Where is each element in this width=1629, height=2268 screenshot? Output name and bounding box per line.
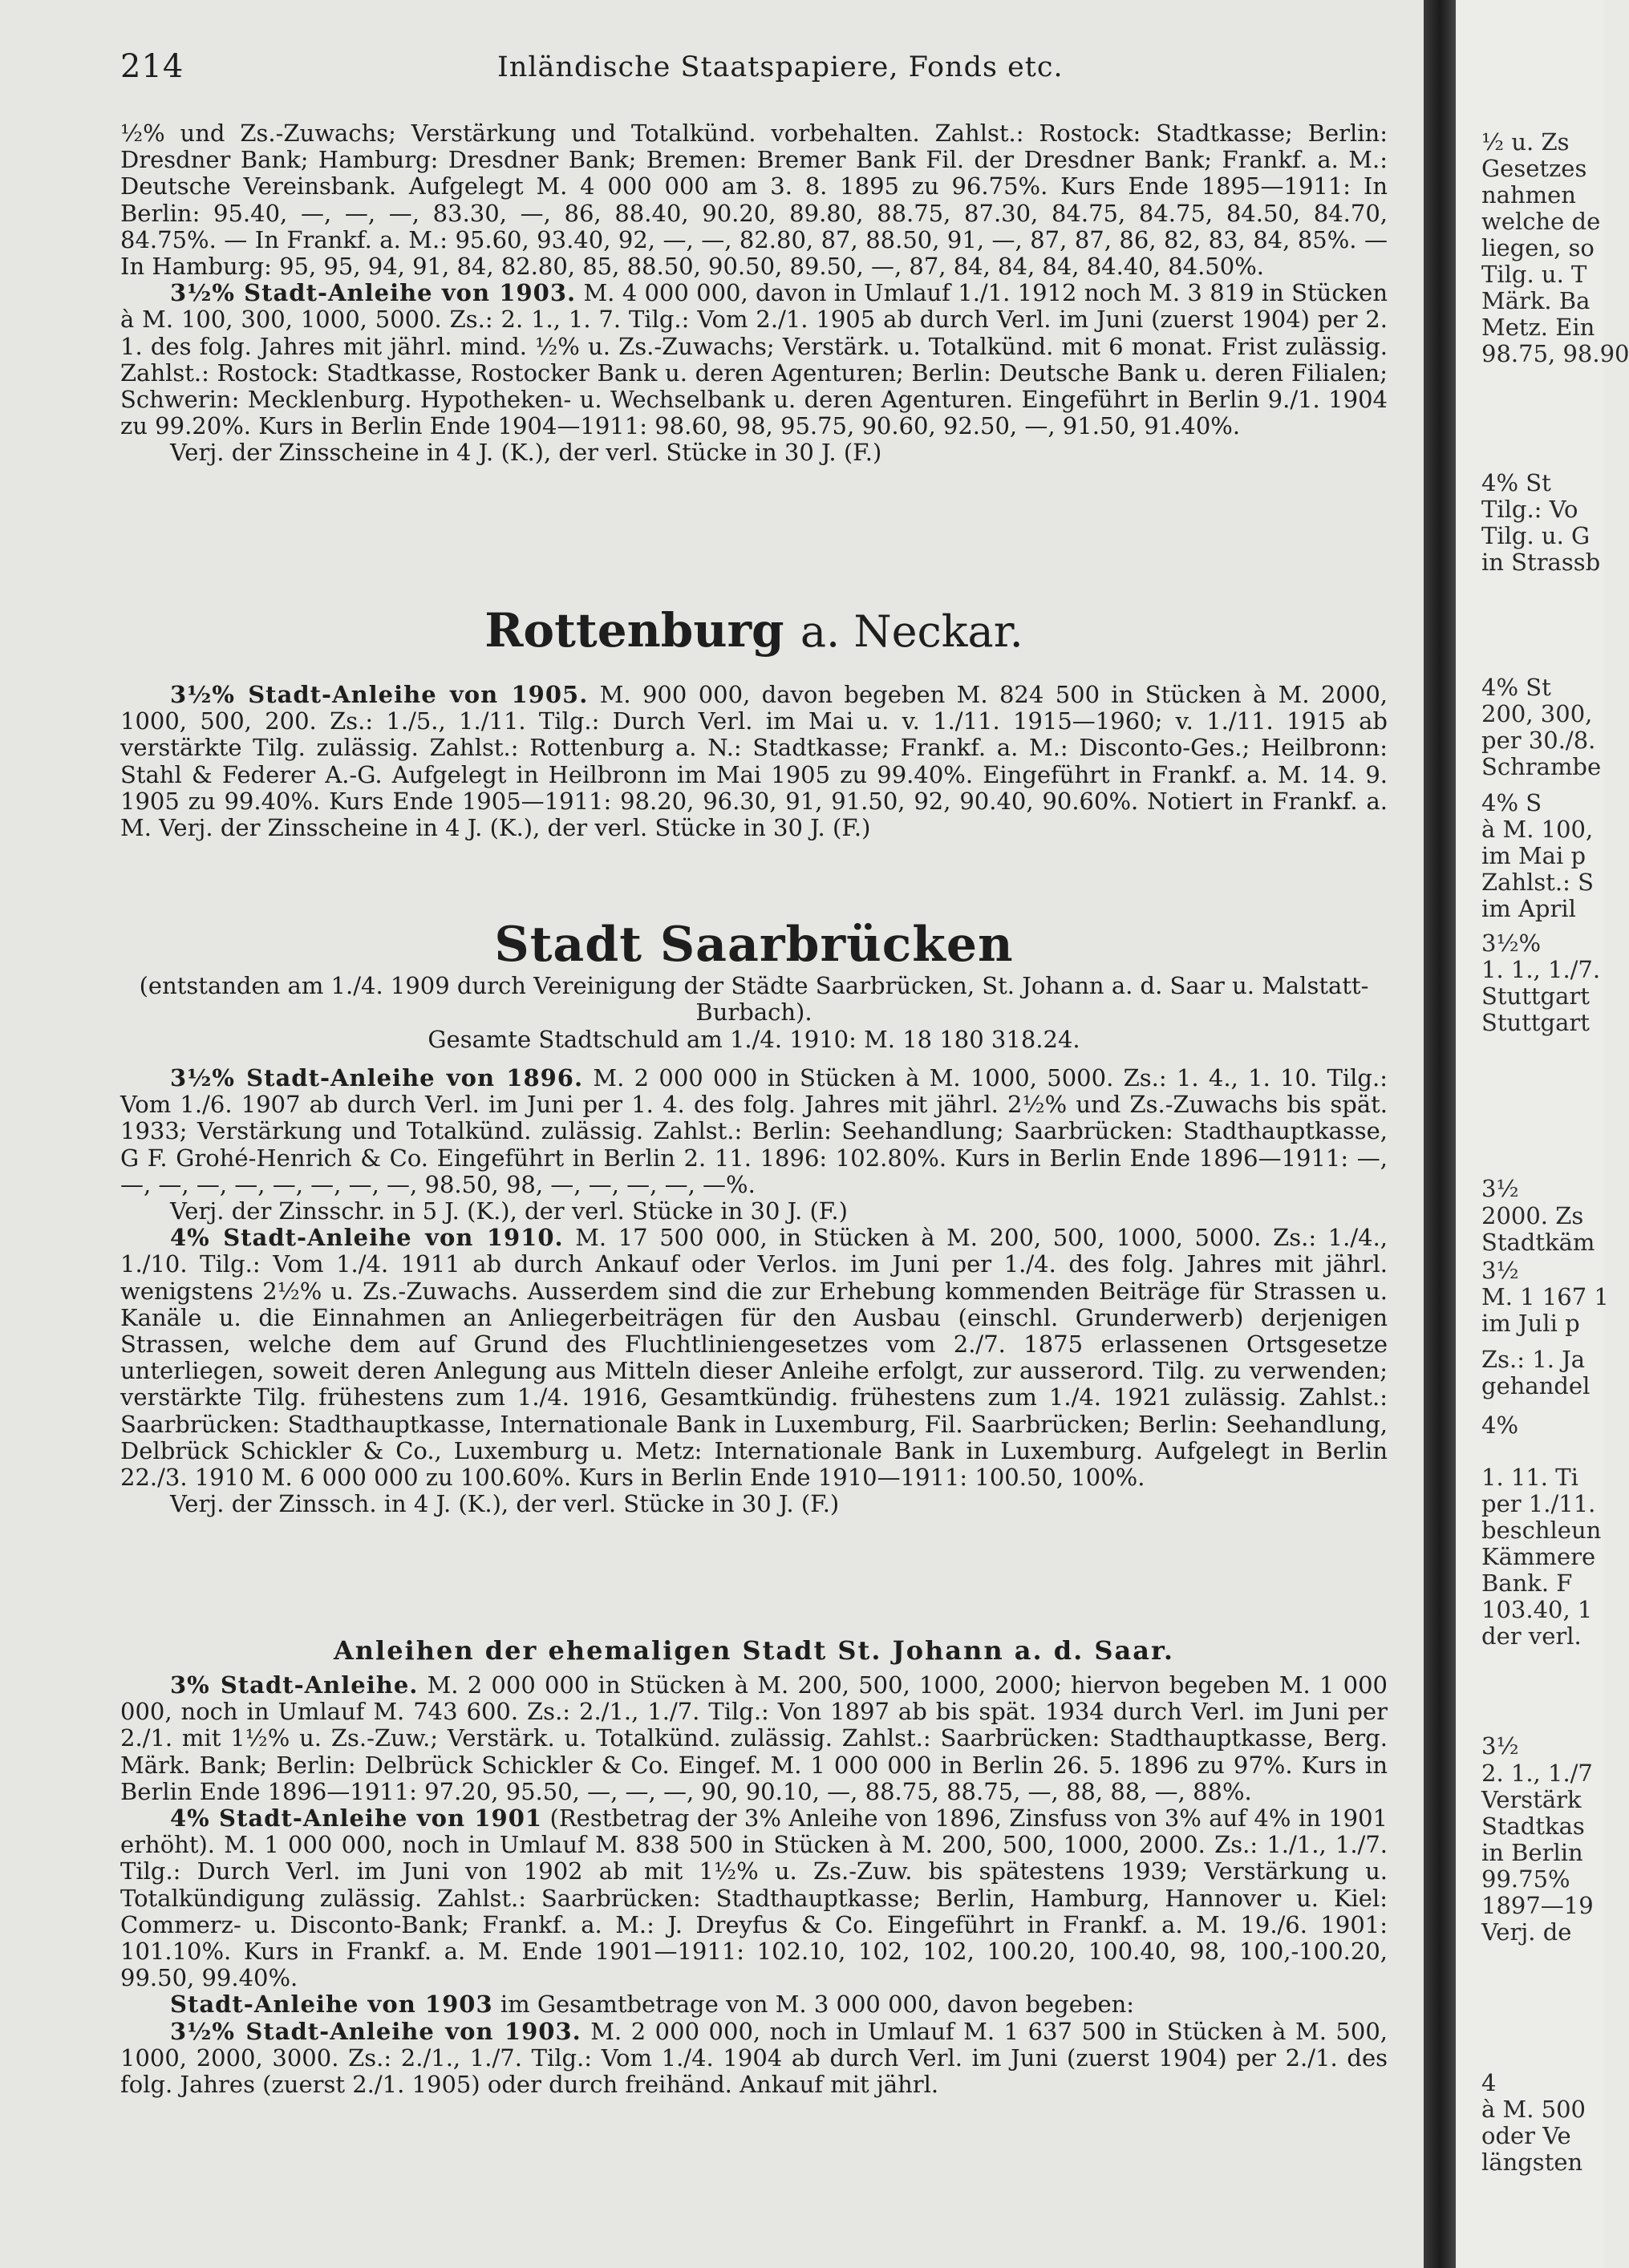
adjacent-page-edge (1456, 0, 1629, 2268)
paragraph: ½% und Zs.-Zuwachs; Verstärkung und Totalkünd. vorbehalten. Zahlst.: Rostock: Stadtkasse; Berlin: Dresdner Bank; Hamburg: Dresdner Bank; Bremen: Bremer Bank Fil. der Dresdner Bank; Frankf. a. M.: Deutsche Vereinsbank. Aufgelegt M. 4 000 000 am 3. 8. 1895 zu 96.75%. Kurs Ende 1895—1911: In Berlin: 95.40, —, —, —, 83.30, —, 86, 88.40, 90.20, 89.80, 88.75, 87.30, 84.75, 84.75, 84.50, 84.70, 84.75%. — In Frankf. a. M.: 95.60, 93.40, 92, —, —, 82.80, 87, 88.50, 91, —, 87, 87, 86, 82, 83, 84, 85%. — In Hamburg: 95, 95, 94, 91, 84, 82.80, 85, 88.50, 90.50, 89.50, —, 87, 84, 84, 84, 84.40, 84.50%. (120, 119, 1388, 281)
adjacent-page-fragment: 2000. Zs (1481, 1202, 1584, 1229)
adjacent-page-fragment: 4% (1481, 1411, 1519, 1439)
adjacent-page-fragment: 1. 1., 1./7. (1481, 956, 1601, 983)
adjacent-page-fragment: Bank. F (1481, 1569, 1573, 1597)
loan-text: M. 2 000 000 in Stücken à M. 1000, 5000. Zs.: 1. 4., 1. 10. Tilg.: Vom 1./6. 1907 ab durch Verl. im Juni per 1. 4. des folg. Jahres mit jährl. 2½% und Zs.-Zuwachs bis spät. 1933; Verstärkung und Totalkünd. zulässig. Zahlst.: Berlin: Seehandlung; Saarbrücken: Stadthauptkasse, G F. Grohé-Henrich & Co. Eingeführt in Berlin 2. 11. 1896: 102.80%. Kurs in Berlin Ende 1896—1911: —, —, —, —, —, —, —, —, —, 98.50, 98, —, —, —, —, —%. (120, 1064, 1388, 1198)
adjacent-page-fragment: 4% S (1481, 789, 1542, 816)
loan-text: M. 2 000 000 in Stücken à M. 200, 500, 1000, 2000; hiervon begeben M. 1 000 000, noch in Umlauf M. 743 600. Zs.: 2./1., 1./7. Tilg.: Von 1897 ab bis spät. 1934 durch Verl. im Juni per 2./1. mit 1½% u. Zs.-Zuw.; Verstärk. u. Totalkünd. zulässig. Zahlst.: Saarbrücken: Stadthauptkasse, Berg. Märk. Bank; Berlin: Delbrück Schickler & Co. Eingef. M. 1 000 000 in Berlin 26. 5. 1896 zu 97%. Kurs in Berlin Ende 1896—1911: 97.20, 95.50, —, —, —, 90, 90.10, —, 88.75, 88.75, —, 88, 88, —, 88%. (120, 1671, 1388, 1805)
adjacent-page-fragment: in Berlin (1481, 1839, 1583, 1866)
loan-title: 4% Stadt-Anleihe von 1910. (170, 1224, 564, 1252)
heading-main: Rottenburg (484, 603, 784, 658)
paragraph: Verj. der Zinsscheine in 4 J. (K.), der verl. Stücke in 30 J. (F.) (170, 439, 882, 467)
paragraph (120, 1225, 1388, 1491)
adjacent-page-fragment: 3½ (1481, 1175, 1519, 1202)
adjacent-page-fragment: Stadtkas (1481, 1812, 1585, 1840)
adjacent-page-fragment: in Strassb (1481, 549, 1601, 576)
paragraph (120, 2019, 1388, 2099)
section-rostock-continuation (120, 120, 1388, 467)
adjacent-page-fragment: Stuttgart (1481, 982, 1590, 1010)
adjacent-page-fragment: 103.40, 1 (1481, 1596, 1593, 1623)
loan-text: M. 4 000 000, davon in Umlauf 1./1. 1912 noch M. 3 819 in Stücken à M. 100, 300, 1000, 5000. Zs.: 2. 1., 1. 7. Tilg.: Vom 2./1. 1905 ab durch Verl. im Juni (zuerst 1904) per 2. 1. des folg. Jahres mit jährl. mind. ½% u. Zs.-Zuwachs; Verstärk. u. Totalkünd. mit 6 monat. Frist zulässig. Zahlst.: Rostock: Stadtkasse, Rostocker Bank u. deren Agenturen; Berlin: Deutsche Bank u. deren Filialen; Schwerin: Mecklenburg. Hypotheken- u. Wechselbank u. deren Agenturen. Eingeführt in Berlin 9./1. 1904 zu 99.20%. Kurs in Berlin Ende 1904—1911: 98.60, 98, 95.75, 90.60, 92.50, —, 91.50, 91.40%. (120, 279, 1388, 440)
adjacent-page-fragment: Gesetzes (1481, 155, 1587, 182)
adjacent-page-fragment: 98.75, 98.90 (1481, 340, 1629, 367)
loan-text: M. 17 500 000, in Stücken à M. 200, 500, 1000, 5000. Zs.: 1./4., 1./10. Tilg.: Vom 1./4. 1911 ab durch Ankauf oder Verlos. im Juni per 1./4. des folg. Jahres mit jährl. wenigstens 2½% u. Zs.-Zuwachs. Ausserdem sind die zur Erhebung kommenden Beiträge für Strassen u. Kanäle u. die Einnahmen an Anliegerbeiträgen für den Ausbau (einschl. Grunderwerb) derjenigen Strassen, welche dem auf Grund des Fluchtliniengesetzes vom 2./7. 1875 erlassenen Ortsgesetze unterliegen, soweit deren Anlegung aus Mitteln dieser Anleihe erfolgt, zur ausserord. Tilg. zu verwenden; verstärkte Tilg. frühestens zum 1./4. 1916, Gesamtkündig. frühestens zum 1./4. 1921 zulässig. Zahlst.: Saarbrücken: Stadthauptkasse, Internationale Bank in Luxemburg, Fil. Saarbrücken; Berlin: Seehandlung, Delbrück Schickler & Co., Luxemburg u. Metz: Internationale Bank in Luxemburg. Aufgelegt in Berlin 22./3. 1910 M. 6 000 000 zu 100.60%. Kurs in Berlin Ende 1910—1911: 100.50, 100%. (120, 1224, 1388, 1492)
adjacent-page-fragment: per 1./11. (1481, 1490, 1596, 1517)
adjacent-page-fragment: M. 1 167 1 (1481, 1283, 1609, 1310)
adjacent-page-fragment: im Juli p (1481, 1310, 1580, 1337)
book-gutter (1424, 0, 1456, 2268)
adjacent-page-fragment: gehandel (1481, 1372, 1591, 1399)
adjacent-page-fragment: 1897—19 (1481, 1892, 1594, 1919)
adjacent-page-fragment: per 30./8. (1481, 727, 1596, 754)
loan-title: 3½% Stadt-Anleihe von 1903. (170, 279, 577, 307)
section-heading-saarbruecken: Stadt Saarbrücken (494, 917, 1014, 973)
adjacent-page-fragment: Märk. Ba (1481, 287, 1591, 314)
adjacent-page-fragment: 4% St (1481, 469, 1551, 496)
page-number: 214 (120, 48, 184, 85)
adjacent-page-fragment: Stadtkäm (1481, 1229, 1595, 1256)
adjacent-page-fragment: oder Ve (1481, 2122, 1571, 2149)
adjacent-page-fragment: 3½% (1481, 929, 1542, 957)
loan-text: M. 900 000, davon begeben M. 824 500 in Stücken à M. 2000, 1000, 500, 200. Zs.: 1./5., 1./11. Tilg.: Durch Verl. im Mai u. v. 1./11. 1915—1960; v. 1./11. 1915 ab verstärkte Tilg. zulässig. Zahlst.: Rottenburg a. N.: Stadtkasse; Frankf. a. M.: Disconto-Ges.; Heilbronn: Stahl & Federer A.-G. Aufgelegt in Heilbronn im Mai 1905 zu 99.40%. Eingeführt in Frankf. a. M. 14. 9. 1905 zu 99.40%. Kurs Ende 1905—1911: 98.20, 96.30, 91, 91.50, 92, 90.40, 90.60%. Notiert in Frankf. a. M. Verj. der Zinsscheine in 4 J. (K.), der verl. Stücke in 30 J. (F.) (120, 681, 1388, 842)
paragraph (120, 682, 1388, 841)
adjacent-page-fragment: Stuttgart (1481, 1009, 1590, 1036)
section-saarbruecken (120, 1065, 1388, 1517)
heading-rest: a. Neckar. (800, 606, 1023, 657)
loan-text: M. 2 000 000, noch in Umlauf M. 1 637 500 in Stücken à M. 500, 1000, 2000, 3000. Zs.: 2./1., 1./7. Tilg.: Vom 1./4. 1904 ab durch Verl. im Juni (zuerst 1904) per 2./1. des folg. Jahres (zuerst 2./1. 1905) oder durch freihänd. Ankauf mit jährl. (120, 2017, 1388, 2099)
adjacent-page-fragment: Verstärk (1481, 1786, 1582, 1813)
adjacent-page-fragment: der verl. (1481, 1622, 1582, 1650)
paragraph: Verj. der Zinssch. in 4 J. (K.), der verl. Stücke in 30 J. (F.) (170, 1490, 840, 1518)
section-st-johann (120, 1672, 1388, 2098)
adjacent-page-fragment: liegen, so (1481, 234, 1595, 261)
adjacent-page-fragment: 200, 300, (1481, 700, 1593, 727)
loan-text: im Gesamtbetrage von M. 3 000 000, davon begeben: (500, 1991, 1135, 2019)
section-rottenburg (120, 682, 1388, 841)
loan-title: Stadt-Anleihe von 1903 (170, 1991, 493, 2019)
loan-title: 3½% Stadt-Anleihe von 1905. (170, 681, 589, 708)
adjacent-page-fragment: 4 (1481, 2069, 1497, 2096)
adjacent-page-fragment: 1. 11. Ti (1481, 1464, 1578, 1491)
adjacent-page-fragment: Tilg.: Vo (1481, 496, 1578, 523)
paragraph (120, 1805, 1388, 1991)
loan-title: 4% Stadt-Anleihe von 1901 (170, 1804, 543, 1833)
adjacent-page-fragment: beschleun (1481, 1517, 1602, 1544)
saarbruecken-debt: Gesamte Stadtschuld am 1./4. 1910: M. 18 180 318.24. (428, 1026, 1080, 1053)
running-header (120, 48, 1388, 85)
adjacent-page-fragment: 4% St (1481, 674, 1551, 701)
adjacent-page-fragment: Verj. de (1481, 1918, 1572, 1946)
adjacent-page-fragment: 2. 1., 1./7 (1481, 1760, 1593, 1787)
adjacent-page-fragment: Tilg. u. T (1481, 261, 1587, 288)
paragraph (120, 1672, 1388, 1805)
adjacent-page-fragment: ½ u. Zs (1481, 128, 1570, 156)
loan-title: 3½% Stadt-Anleihe von 1896. (170, 1064, 584, 1091)
adjacent-page-fragment: nahmen (1481, 181, 1576, 209)
adjacent-page-fragment: 3½ (1481, 1257, 1519, 1284)
adjacent-page-fragment: Schrambe (1481, 753, 1602, 780)
adjacent-page-fragment: Zahlst.: S (1481, 869, 1595, 896)
loan-text: (Restbetrag der 3% Anleihe von 1896, Zinsfuss von 3% auf 4% in 1901 erhöht). M. 1 000 000, noch in Umlauf M. 838 500 in Stücken à M. 200, 500, 1000, 2000. Zs.: 1./1., 1./7. Tilg.: Durch Verl. im Juni von 1902 ab mit 1½% u. Zs.-Zuw. bis spätestens 1939; Verstärkung u. Totalkündigung zulässig. Zahlst.: Saarbrücken: Stadthauptkasse; Berlin, Hamburg, Hannover u. Kiel: Commerz- u. Disconto-Bank; Frankf. a. M.: J. Dreyfus & Co. Eingeführt in Frankf. a. M. 19./6. 1901: 101.10%. Kurs in Frankf. a. M. Ende 1901—1911: 102.10, 102, 102, 100.20, 100.40, 98, 100,-100.20, 99.50, 99.40%. (120, 1804, 1388, 1992)
loan-title: 3½% Stadt-Anleihe von 1903. (170, 2017, 581, 2045)
adjacent-page-fragment: im Mai p (1481, 842, 1586, 869)
paragraph (120, 1991, 1388, 2018)
section-heading-rottenburg (120, 603, 1388, 658)
adjacent-page-fragment: 99.75% (1481, 1865, 1570, 1893)
adjacent-page-fragment: à M. 500 (1481, 2096, 1586, 2123)
paragraph: Verj. der Zinsschr. in 5 J. (K.), der verl. Stücke in 30 J. (F.) (170, 1197, 848, 1225)
adjacent-page-fragment: längsten (1481, 2149, 1583, 2176)
adjacent-page-fragment: à M. 100, (1481, 816, 1594, 843)
saarbruecken-origin: (entstanden am 1./4. 1909 durch Vereinigung der Städte Saarbrücken, St. Johann a. d. Saar u. Malstatt-Burbach). (139, 972, 1369, 1027)
adjacent-page-fragment: Kämmere (1481, 1543, 1596, 1570)
adjacent-page-fragment: Tilg. u. G (1481, 522, 1591, 549)
adjacent-page-fragment: im April (1481, 895, 1576, 922)
paragraph (120, 280, 1388, 439)
section-heading-st-johann: Anleihen der ehemaligen Stadt St. Johann a. d. Saar. (333, 1635, 1175, 1666)
adjacent-page-fragment: welche de (1481, 208, 1601, 235)
running-title: Inländische Staatspapiere, Fonds etc. (497, 51, 1064, 83)
loan-title: 3% Stadt-Anleihe. (170, 1671, 419, 1699)
adjacent-page-fragment: Metz. Ein (1481, 314, 1595, 341)
paragraph (120, 1065, 1388, 1198)
adjacent-page-fragment: 3½ (1481, 1732, 1519, 1760)
adjacent-page-fragment: Zs.: 1. Ja (1481, 1346, 1586, 1373)
